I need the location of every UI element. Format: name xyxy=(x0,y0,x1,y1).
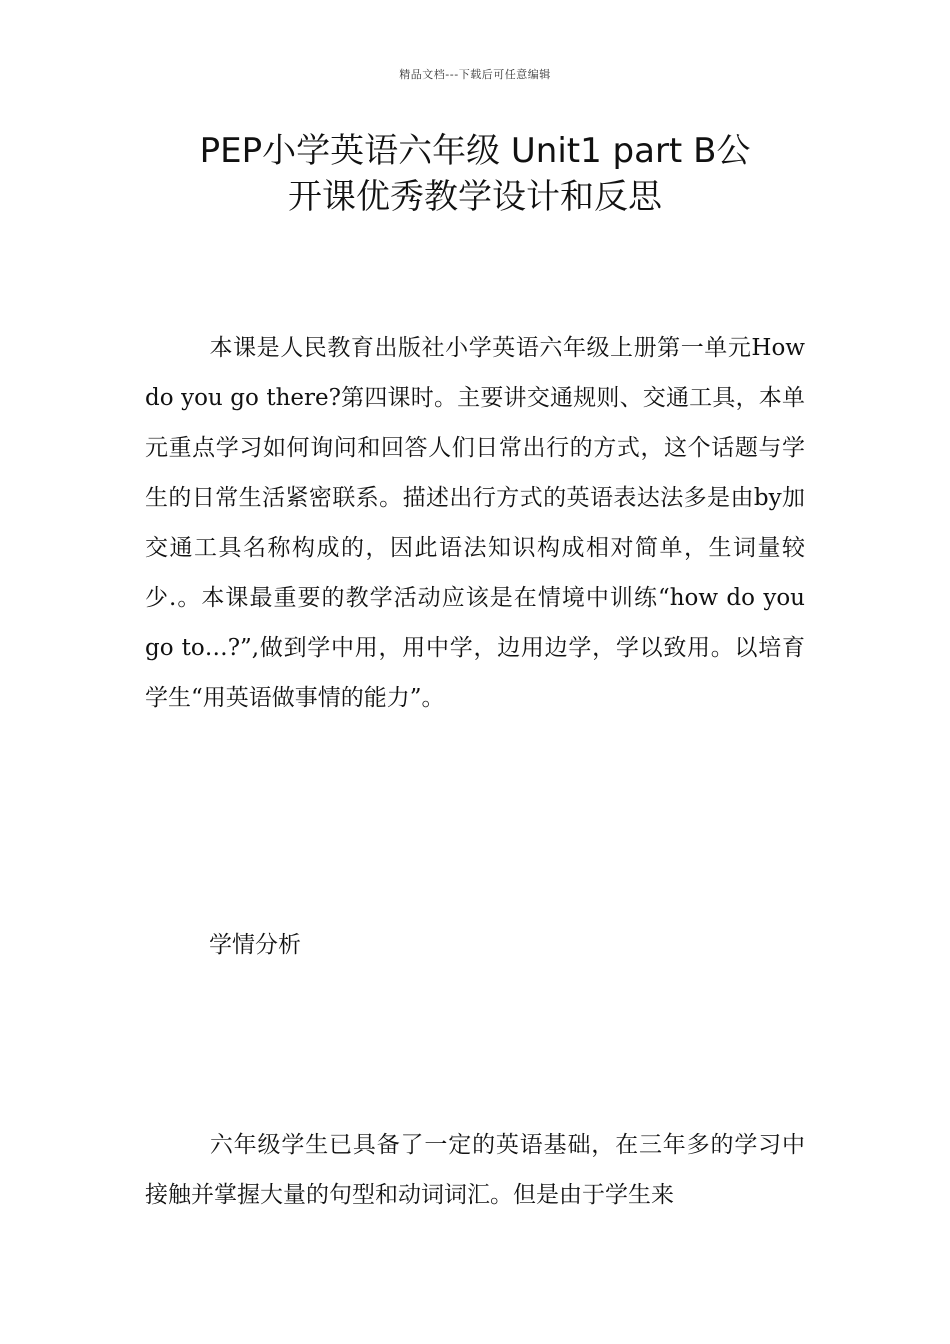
intro-paragraph xyxy=(145,323,805,723)
document-title-line-1: PEP小学英语六年级 Unit1 part B公 xyxy=(199,131,751,171)
page-header: 精品文档---下载后可任意编辑 xyxy=(399,68,551,81)
document-title-line-2: 开课优秀教学设计和反思 xyxy=(288,177,662,217)
intro-paragraph-text: 本课是人民教育出版社小学英语六年级上册第一单元How do you go there?第四课时。主要讲交通规则、交通工具，本单元重点学习如何询问和回答人们日常出行的方式，这个话题与学生的日常生活紧密联系。描述出行方式的英语表达法多是由by加交通工具名称构成的，因此语法知识构成相对简单，生词量较少.。本课最重要的教学活动应该是在情境中训练“how do you go to…?”,做到学中用，用中学，边用边学，学以致用。以培育学生“用英语做事情的能力”。 xyxy=(145,335,805,711)
document-title xyxy=(140,128,810,220)
student-analysis-paragraph xyxy=(145,1120,805,1220)
student-analysis-paragraph-text: 六年级学生已具备了一定的英语基础，在三年多的学习中接触并掌握大量的句型和动词词汇。但是由于学生来 xyxy=(145,1132,805,1208)
section-heading-student-analysis: 学情分析 xyxy=(209,932,301,958)
